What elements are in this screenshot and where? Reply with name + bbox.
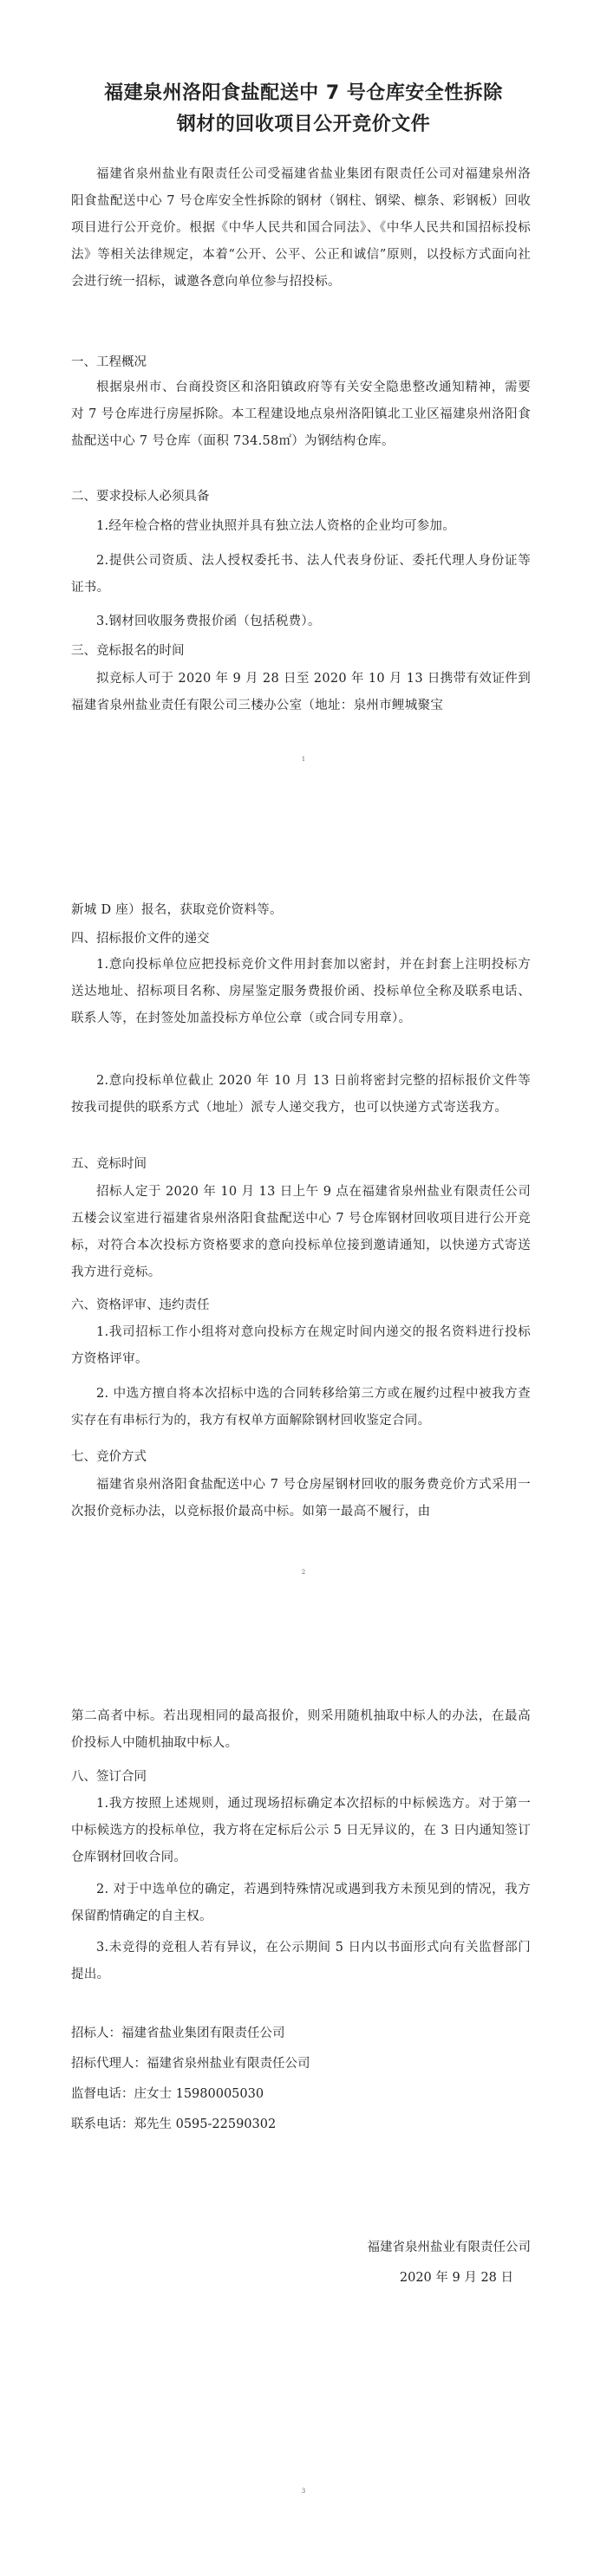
section-6-heading: 六、资格评审、违约责任 [71, 1298, 210, 1312]
section-6-item-2: 2. 中选方擅自将本次招标中选的合同转移给第三方或在履约过程中被我方查实存在有串标行为的，我方有权单方面解除钢材回收鉴定合同。 [71, 1387, 531, 1428]
section-8-item-2: 2. 对于中选单位的确定，若遇到特殊情况或遇到我方未预见到的情况，我方保留酌情确定的自主权。 [71, 1883, 531, 1923]
section-3-heading: 三、竞标报名的时间 [71, 644, 185, 658]
section-1-body: 根据泉州市、台商投资区和洛阳镇政府等有关安全隐患整改通知精神，需要对 7 号仓库进行房屋拆除。本工程建设地点泉州洛阳镇北工业区福建泉州洛阳食盐配送中心 7 号仓库（面积 734.58㎡）为钢结构仓库。 [71, 381, 531, 448]
page-number-1: 1 [301, 756, 306, 763]
section-8-item-1: 1.我方按照上述规则，通过现场招标确定本次招标的中标候选方。对于第一中标候选方的投标单位，我方将在定标后公示 5 日无异议的，在 3 日内通知签订仓库钢材回收合同。 [71, 1797, 531, 1864]
contact-phone-supervision: 监督电话：庄女士 15980005030 [71, 2087, 264, 2101]
section-4-item-1: 1.意向投标单位应把投标竞价文件用封套加以密封，并在封套上注明投标方送达地址、招标项目名称、房屋鉴定服务费报价函、投标单位全称及联系电话、联系人等，在封签处加盖投标方单位公章（或合同专用章）。 [71, 958, 531, 1025]
signature-company: 福建省泉州盐业有限责任公司 [367, 2241, 531, 2254]
section-2-item-2: 2.提供公司资质、法人授权委托书、法人代表身份证、委托代理人身份证等证书。 [71, 554, 531, 595]
section-6-item-1: 1.我司招标工作小组将对意向投标方在规定时间内递交的报名资料进行投标方资格评审。 [71, 1325, 531, 1366]
intro-paragraph: 福建省泉州盐业有限责任公司受福建省盐业集团有限责任公司对福建泉州洛阳食盐配送中心 7 号仓库安全性拆除的钢材（钢柱、钢梁、檩条、彩钢板）回收项目进行公开竞价。根据《中华人民共和国合同法》、《中华人民共和国招标投标法》等相关法律规定，本着“公开、公平、公正和诚信”原则，以投标方式面向社会进行统一招标，诚邀各意向单位参与招投标。 [71, 167, 531, 289]
section-4-heading: 四、招标报价文件的递交 [71, 932, 210, 946]
section-7-body-part-2: 第二高者中标。若出现相同的最高报价，则采用随机抽取中标人的办法，在最高价投标人中随机抽取中标人。 [71, 1709, 531, 1750]
contact-agent: 招标代理人：福建省泉州盐业有限责任公司 [71, 2057, 310, 2071]
signature-date: 2020 年 9 月 28 日 [399, 2271, 513, 2285]
document-title-line-1: 福建泉州洛阳食盐配送中 7 号仓库安全性拆除 [104, 82, 503, 104]
section-7-heading: 七、竞价方式 [71, 1450, 147, 1464]
section-8-heading: 八、签订合同 [71, 1770, 147, 1784]
section-5-body: 招标人定于 2020 年 10 月 13 日上午 9 点在福建省泉州盐业有限责任公司五楼会议室进行福建省泉州洛阳食盐配送中心 7 号仓库钢材回收项目进行公开竞标，对符合本次投标方资格要求的意向投标单位接到邀请通知，以快递方式寄送我方进行竞标。 [71, 1185, 531, 1279]
contact-phone-liaison: 联系电话：郑先生 0595-22590302 [71, 2117, 277, 2131]
page-number-3: 3 [301, 2488, 306, 2495]
section-2-heading: 二、要求投标人必须具备 [71, 490, 210, 504]
section-5-heading: 五、竞标时间 [71, 1157, 147, 1171]
section-2-item-3: 3.钢材回收服务费报价函（包括税费）。 [96, 615, 321, 628]
section-2-item-1: 1.经年检合格的营业执照并具有独立法人资格的企业均可参加。 [96, 519, 456, 533]
section-3-body-part-1: 拟竞标人可于 2020 年 9 月 28 日至 2020 年 10 月 13 日携带有效证件到福建省泉州盐业责任有限公司三楼办公室（地址：泉州市鲤城聚宝 [71, 672, 531, 712]
document-title-line-2: 钢材的回收项目公开竞价文件 [176, 114, 431, 135]
section-8-item-3: 3.未竞得的竞租人若有异议，在公示期间 5 日内以书面形式向有关监督部门提出。 [71, 1941, 531, 1981]
page-number-2: 2 [301, 1569, 306, 1576]
section-1-heading: 一、工程概况 [71, 355, 147, 369]
section-7-body-part-1: 福建省泉州洛阳食盐配送中心 7 号仓房屋钢材回收的服务费竞价方式采用一次报价竞标办法，以竞标报价最高中标。如第一最高不履行，由 [71, 1478, 531, 1519]
contact-tenderer: 招标人：福建省盐业集团有限责任公司 [71, 2026, 285, 2040]
section-3-body-part-2: 新城 D 座）报名，获取竞价资料等。 [71, 903, 283, 917]
section-4-item-2: 2.意向投标单位截止 2020 年 10 月 13 日前将密封完整的招标报价文件等按我司提供的联系方式（地址）派专人递交我方，也可以快递方式寄送我方。 [71, 1074, 531, 1115]
